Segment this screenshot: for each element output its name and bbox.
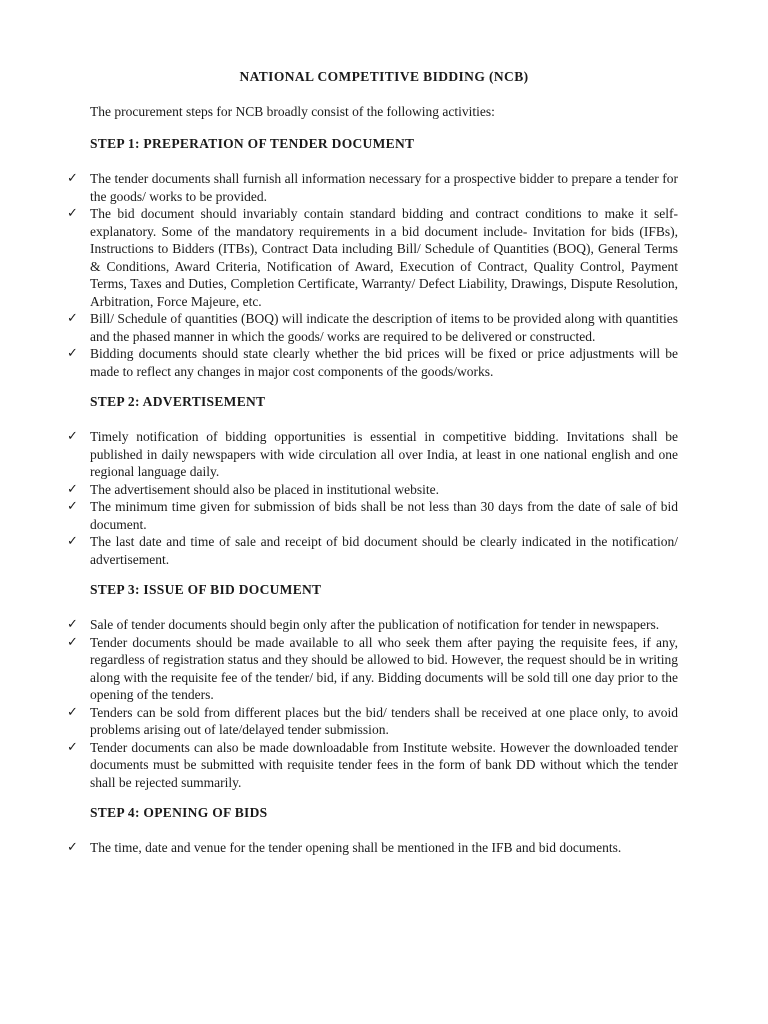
- intro-paragraph: The procurement steps for NCB broadly consist of the following activities:: [90, 104, 495, 119]
- check-icon: ✓: [67, 840, 78, 855]
- list-item-text: Timely notification of bidding opportunities is essential in competitive bidding. Invitations shall be published in daily newspapers with wide circulation all over India, at least in one national english and one regional language daily.: [90, 429, 678, 479]
- list-item-text: Tender documents should be made available to all who seek them after paying the requisite fees, if any, regardless of registration status and they should be allowed to bid. However, the request should be in writing along with the requisite fee of the tender/ bid, if any. Bidding documents will be sold till one day prior to the opening of the tenders.: [90, 634, 678, 702]
- list-item-text: Bidding documents should state clearly whether the bid prices will be fixed or price adjustments will be made to reflect any changes in major cost components of the goods/works.: [90, 346, 678, 379]
- list-item-text: The time, date and venue for the tender opening shall be mentioned in the IFB and bid documents.: [90, 840, 622, 855]
- step-heading: STEP 3: ISSUE OF BID DOCUMENT: [90, 582, 322, 597]
- check-icon: ✓: [67, 739, 78, 755]
- list-item-text: The advertisement should also be placed in institutional website.: [90, 481, 440, 497]
- step-2-section: [67, 394, 678, 568]
- check-icon: ✓: [67, 311, 78, 326]
- check-icon: ✓: [67, 481, 78, 497]
- check-icon: ✓: [67, 534, 78, 549]
- check-icon: ✓: [67, 171, 78, 186]
- list-item: [67, 704, 678, 739]
- list-item: [67, 428, 678, 481]
- bullet-list: [67, 428, 678, 568]
- list-item: [67, 739, 678, 792]
- step-1-section: [67, 136, 678, 380]
- list-item-text: The minimum time given for submission of bids shall be not less than 30 days from the date of sale of bid document.: [90, 499, 678, 532]
- step-4-section: [67, 805, 678, 857]
- list-item: [67, 616, 678, 634]
- list-item-text: Sale of tender documents should begin only after the publication of notification for tender in newspapers.: [90, 617, 660, 632]
- check-icon: ✓: [67, 429, 78, 444]
- step-heading: STEP 4: OPENING OF BIDS: [90, 805, 268, 820]
- check-icon: ✓: [67, 634, 78, 650]
- step-3-section: [67, 582, 678, 791]
- list-item-text: Tenders can be sold from different places but the bid/ tenders shall be received at one place only, to avoid problems arising out of late/delayed tender submission.: [90, 704, 678, 737]
- check-icon: ✓: [67, 499, 78, 514]
- check-icon: ✓: [67, 206, 78, 221]
- bullet-list: [67, 616, 678, 791]
- check-icon: ✓: [67, 346, 78, 361]
- list-item-text: The last date and time of sale and receipt of bid document should be clearly indicated in the notification/ advertisement.: [90, 534, 678, 567]
- list-item: [67, 205, 678, 310]
- list-item: [67, 533, 678, 568]
- step-heading: STEP 1: PREPERATION OF TENDER DOCUMENT: [90, 136, 415, 151]
- check-icon: ✓: [67, 617, 78, 632]
- list-item: [67, 310, 678, 345]
- list-item-text: Tender documents can also be made downloadable from Institute website. However the downloaded tender documents must be submitted with requisite tender fees in the form of bank DD without which the tender shall be rejected summarily.: [90, 739, 678, 790]
- list-item: [67, 839, 678, 857]
- list-item: [67, 634, 678, 704]
- list-item: [67, 345, 678, 380]
- list-item-text: The tender documents shall furnish all information necessary for a prospective bidder to prepare a tender for the goods/ works to be provided.: [90, 171, 678, 204]
- bullet-list: [67, 170, 678, 380]
- list-item-text: Bill/ Schedule of quantities (BOQ) will indicate the description of items to be provided along with quantities and the phased manner in which the goods/ works are required to be delivered or constructed.: [90, 311, 678, 344]
- list-item: [67, 481, 678, 499]
- list-item-text: The bid document should invariably contain standard bidding and contract conditions to make it self-explanatory. Some of the mandatory requirements in a bid document include- Invitation for bids (IFBs), Instructions to Bidders (ITBs), Contract Data including Bill/ Schedule of Quantities (BOQ), General Terms & Conditions, Award Criteria, Notification of Award, Execution of Contract, Quality Control, Payment Terms, Taxes and Duties, Completion Certificate, Warranty/ Defect Liability, Drawings, Dispute Resolution, Arbitration, Force Majeure, etc.: [90, 206, 678, 309]
- step-heading: STEP 2: ADVERTISEMENT: [90, 394, 266, 409]
- check-icon: ✓: [67, 704, 78, 720]
- list-item: [67, 498, 678, 533]
- document-title: NATIONAL COMPETITIVE BIDDING (NCB): [239, 69, 529, 84]
- list-item: [67, 170, 678, 205]
- bullet-list: [67, 839, 678, 857]
